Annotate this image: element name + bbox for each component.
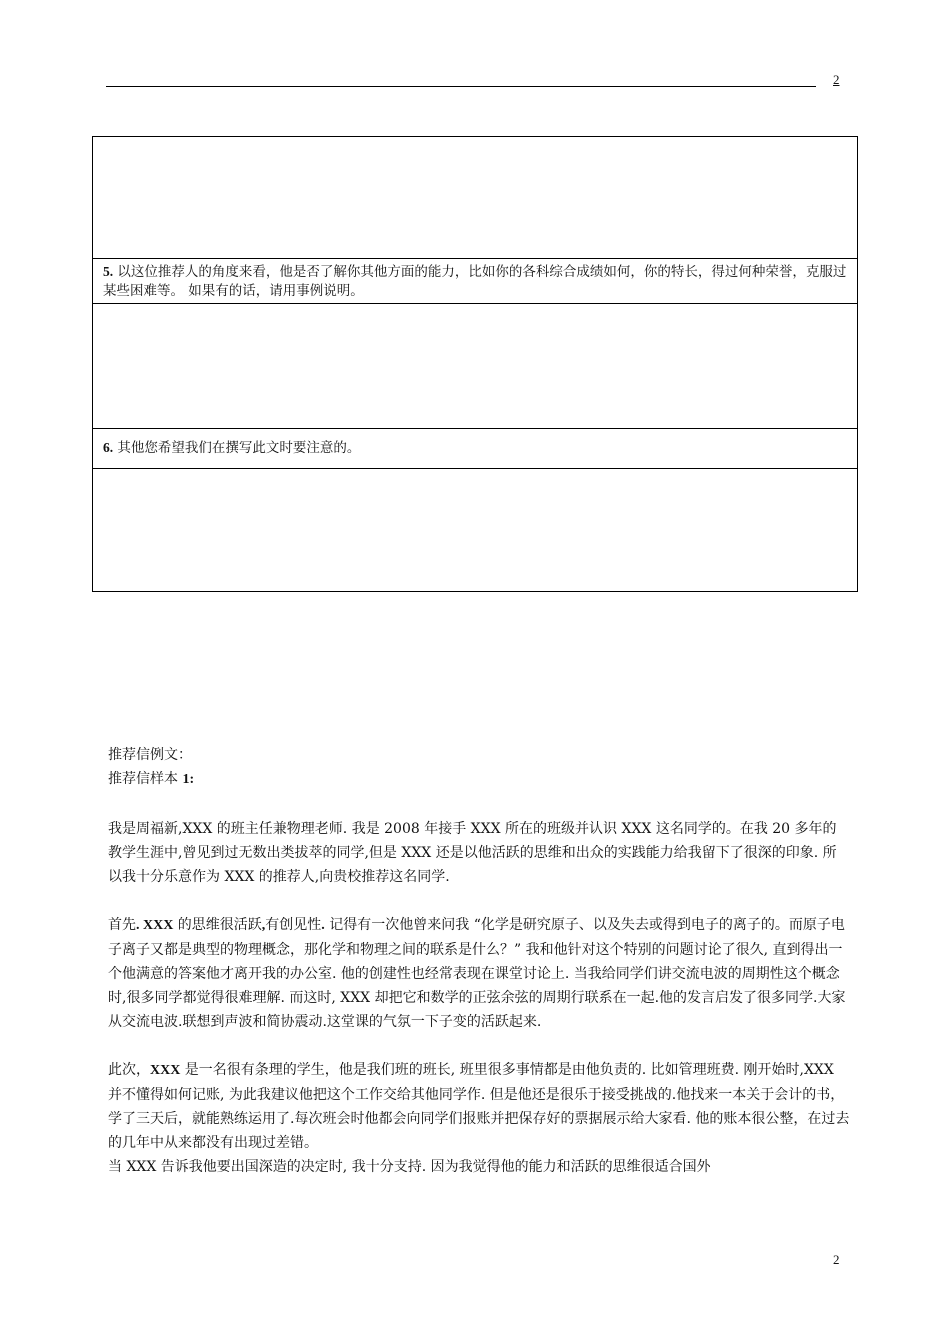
- answer-box-5[interactable]: [93, 304, 857, 429]
- p3-bold: XXX: [150, 1063, 181, 1078]
- letter-paragraph-4: 当 XXX 告诉我他要出国深造的决定时, 我十分支持. 因为我觉得他的能力和活跃的思维很适合国外: [108, 1159, 711, 1175]
- footer-page-number: 2: [833, 1252, 840, 1267]
- questionnaire-table: [92, 136, 858, 592]
- p2-rest: 记得有一次他曾来问我 “化学是研究原子、以及失去或得到电子的离子的。而原子电子离子又都是典型的物理概念，那化学和物理之间的联系是什么？” 我和他针对这个特别的问题讨论了很久, 直到得出一个他满意的答案他才离开我的办公室. 他的创建性也经常表现在课堂讨论上. 当我给同学们讲交流电波的周期性这个概念时,很多同学都觉得很难理解. 而这时, XXX 却把它和数学的正弦余弦的周期行联系在一起.他的发言启发了很多同学.大家从交流电波.联想到声波和简协震动.这堂课的气氛一下子变的活跃起来.: [108, 917, 846, 1030]
- answer-box-6[interactable]: [93, 469, 857, 591]
- letter-heading-block: [108, 743, 850, 792]
- p2-lead: 首先: [108, 917, 136, 933]
- question-6-number: 6.: [103, 440, 114, 455]
- p3-rest: 是一名很有条理的学生，他是我们班的班长, 班里很多事情都是由他负责的. 比如管理班费. 刚开始时,XXX 并不懂得如何记账, 为此我建议他把这个工作交给其他同学作. 但是他还是很乐于接受挑战的.他找来一本关于会计的书，学了三天后，就能熟练运用了.每次班会时他都会向同学们报账并把保存好的票据展示给大家看. 他的账本很公整，在过去的几年中从来都没有出现过差错。: [108, 1062, 850, 1151]
- question-6: [93, 429, 857, 469]
- p2-comma: ,: [261, 918, 266, 933]
- letter-body: [108, 817, 850, 1179]
- p3-lead: 此次，: [108, 1062, 150, 1078]
- p2-dot: .: [321, 918, 325, 933]
- letter-paragraph-3: [108, 1058, 850, 1155]
- p2-bold: . XXX: [136, 918, 174, 933]
- question-5: [93, 259, 857, 304]
- header-page-number: 2: [833, 72, 840, 87]
- sample-title-number: 1:: [182, 772, 195, 787]
- question-5-number: 5.: [103, 264, 114, 279]
- letter-paragraph-1: 我是周福新,XXX 的班主任兼物理老师. 我是 2008 年接手 XXX 所在的班级并认识 XXX 这名同学的。在我 20 多年的教学生涯中,曾见到过无数出类拔萃的同学,但是 XXX 还是以他活跃的思维和出众的实践能力给我留下了很深的印象. 所以我十分乐意作为 XXX 的推荐人,向贵校推荐这名同学.: [108, 821, 837, 885]
- question-6-text: 其他您希望我们在撰写此文时要注意的。: [117, 440, 361, 456]
- p2-mid: 的思维很活跃: [173, 917, 262, 933]
- answer-box-4[interactable]: [93, 137, 857, 259]
- letter-heading: 推荐信例文：: [108, 747, 192, 763]
- sample-title: [108, 767, 850, 792]
- sample-title-text: 推荐信样本: [108, 771, 183, 787]
- letter-paragraph-2: [108, 913, 850, 1034]
- p2-mid2: 有创见性: [265, 917, 322, 933]
- header-rule: [106, 86, 816, 87]
- question-5-text: 以这位推荐人的角度来看，他是否了解你其他方面的能力，比如你的各科综合成绩如何，你的特长，得过何种荣誉，克服过某些困难等。 如果有的话，请用事例说明。: [103, 264, 847, 299]
